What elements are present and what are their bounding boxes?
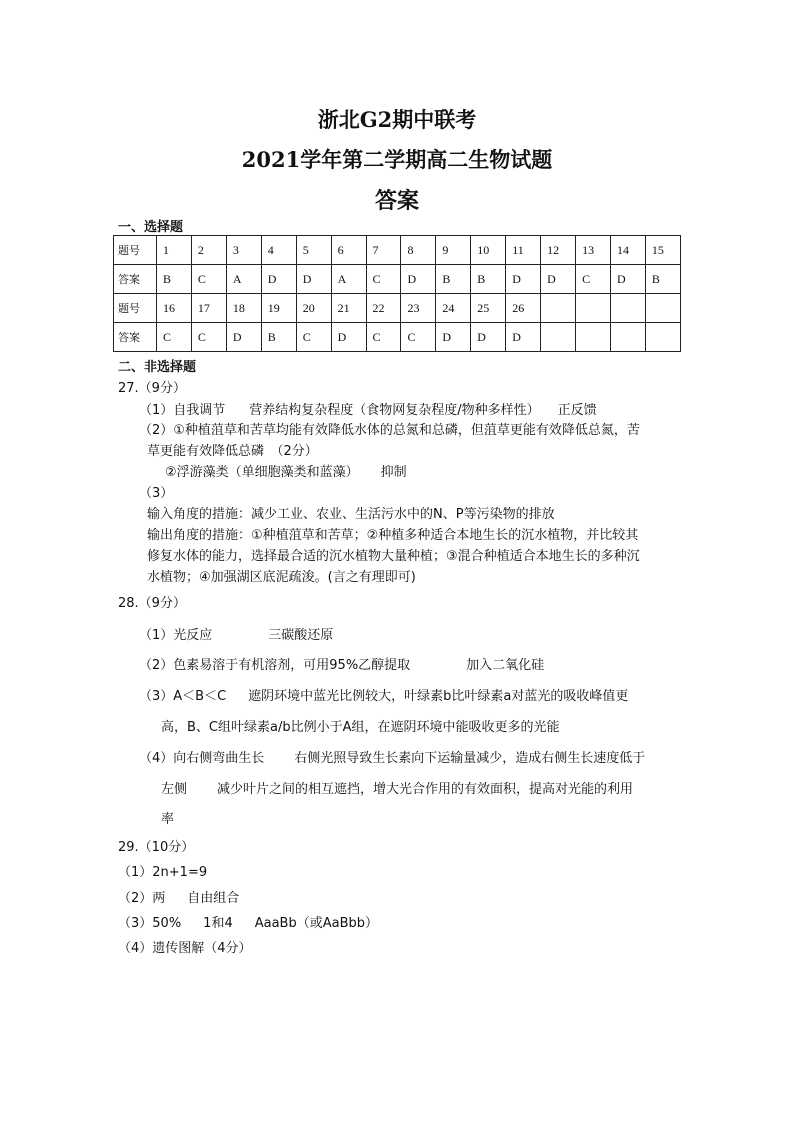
q27-answer-1b: 营养结构复杂程度（食物网复杂程度/物种多样性） — [249, 403, 540, 418]
q27-answer-2: （2）①种植菹草和苦草均能有效降低水体的总氮和总磷，但菹草更能有效降低总氮，苦 — [139, 423, 640, 438]
q28-answer-3a: （3）A＜B＜C — [139, 689, 227, 704]
table-cell — [576, 323, 611, 352]
table-cell: 12 — [541, 236, 576, 265]
q29-heading: 29.（10分） — [118, 840, 195, 855]
table-cell: D — [610, 265, 645, 294]
table-cell — [610, 294, 645, 323]
table-cell: 16 — [157, 294, 192, 323]
table-cell: 14 — [610, 236, 645, 265]
table-cell: C — [296, 323, 331, 352]
answer-row — [114, 323, 681, 352]
q29-answer-3a: （3）50% — [118, 916, 182, 931]
q28-answer-4-end: 率 — [161, 812, 175, 827]
table-cell: 1 — [157, 236, 192, 265]
q28-answer-4d: 减少叶片之间的相互遮挡，增大光合作用的有效面积，提高对光能的利用 — [217, 782, 634, 797]
table-cell: D — [541, 265, 576, 294]
q28-answer-3 — [139, 685, 628, 704]
table-cell: B — [157, 265, 192, 294]
table-cell: D — [401, 265, 436, 294]
exam-header-line2: 2021学年第二学期高二生物试题 — [241, 147, 553, 172]
q27-answer-3b: 输出角度的措施：①种植菹草和苦草；②种植多种适合本地生长的沉水植物，并比较其 — [147, 528, 639, 543]
table-cell: 17 — [191, 294, 226, 323]
q28-answer-4b: 右侧光照导致生长素向下运输量减少，造成右侧生长速度低于 — [294, 751, 646, 766]
table-cell: 22 — [366, 294, 401, 323]
table-cell: B — [645, 265, 680, 294]
q28-answer-3b: 遮阴环境中蓝光比例较大，叶绿素b比叶绿素a对蓝光的吸收峰值更 — [248, 689, 629, 704]
q29-answer-2b: 自由组合 — [187, 891, 240, 906]
q28-answer-1 — [139, 624, 333, 643]
exam-header-line1: 浙北G2期中联考 — [317, 107, 477, 132]
q28-answer-4 — [139, 747, 645, 766]
q28-answer-2 — [139, 654, 544, 673]
section-1-title: 一、选择题 — [118, 220, 184, 235]
table-cell: 7 — [366, 236, 401, 265]
q29-answer-2 — [118, 887, 239, 906]
table-cell: 19 — [261, 294, 296, 323]
q28-answer-1a: （1）光反应 — [139, 628, 213, 643]
table-cell — [645, 294, 680, 323]
table-cell: 25 — [471, 294, 506, 323]
q29-answer-4: （4）遗传图解（4分） — [118, 941, 252, 956]
table-cell: C — [576, 265, 611, 294]
table-cell: 8 — [401, 236, 436, 265]
q27-answer-2-part2 — [165, 461, 407, 480]
q28-answer-2b: 加入二氧化硅 — [466, 658, 545, 673]
row-label: 题号 — [114, 236, 157, 265]
table-cell: 20 — [296, 294, 331, 323]
table-cell: D — [506, 265, 541, 294]
table-cell: C — [191, 323, 226, 352]
table-cell: D — [506, 323, 541, 352]
table-cell: 11 — [506, 236, 541, 265]
table-cell — [610, 323, 645, 352]
table-cell — [541, 294, 576, 323]
table-cell: 13 — [576, 236, 611, 265]
table-cell: D — [261, 265, 296, 294]
section-2-title: 二、非选择题 — [118, 360, 197, 375]
table-cell: 26 — [506, 294, 541, 323]
table-cell: 5 — [296, 236, 331, 265]
table-cell: 23 — [401, 294, 436, 323]
table-cell: D — [331, 323, 366, 352]
table-cell: C — [366, 265, 401, 294]
table-cell: 10 — [471, 236, 506, 265]
answer-table — [113, 235, 681, 352]
table-cell: 4 — [261, 236, 296, 265]
q28-answer-1b: 三碳酸还原 — [268, 628, 334, 643]
q27-answer-1c: 正反馈 — [557, 403, 597, 418]
q28-answer-4c: 左侧 — [161, 782, 188, 797]
row-label: 题号 — [114, 294, 157, 323]
q29-answer-3c: AaaBb（或AaBbb） — [254, 916, 378, 931]
table-cell: C — [191, 265, 226, 294]
answer-row — [114, 265, 681, 294]
table-cell: C — [157, 323, 192, 352]
table-cell: D — [436, 323, 471, 352]
table-cell: 18 — [226, 294, 261, 323]
table-cell: 24 — [436, 294, 471, 323]
q29-answer-2a: （2）两 — [118, 891, 166, 906]
q27-answer-1a: （1）自我调节 — [139, 403, 226, 418]
table-cell — [576, 294, 611, 323]
table-cell: D — [296, 265, 331, 294]
q27-answer-1 — [139, 399, 597, 418]
q28-answer-4a: （4）向右侧弯曲生长 — [139, 751, 265, 766]
q28-answer-4-cont — [161, 778, 633, 797]
q27-answer-2-cont: 草更能有效降低总磷 （2分） — [147, 444, 318, 459]
table-cell: B — [261, 323, 296, 352]
question-number-row — [114, 236, 681, 265]
row-label: 答案 — [114, 265, 157, 294]
table-cell: B — [436, 265, 471, 294]
table-cell: D — [471, 323, 506, 352]
q27-heading: 27.（9分） — [118, 381, 186, 396]
table-cell — [645, 323, 680, 352]
q28-heading: 28.（9分） — [118, 596, 186, 611]
q27-answer-3: （3） — [139, 486, 174, 501]
table-cell: 15 — [645, 236, 680, 265]
table-cell: 21 — [331, 294, 366, 323]
q27-answer-3c: 修复水体的能力，选择最合适的沉水植物大量种植；③混合种植适合本地生长的多种沉 — [147, 549, 640, 564]
question-number-row — [114, 294, 681, 323]
table-cell: A — [331, 265, 366, 294]
q27-answer-2d: 抑制 — [380, 465, 407, 480]
q29-answer-3 — [118, 912, 378, 931]
table-cell: 3 — [226, 236, 261, 265]
q27-answer-3d: 水植物；④加强湖区底泥疏浚。(言之有理即可) — [147, 570, 416, 585]
q28-answer-3-cont: 高，B、C组叶绿素a/b比例小于A组，在遮阴环境中能吸收更多的光能 — [161, 720, 560, 735]
table-cell: 9 — [436, 236, 471, 265]
table-cell: C — [366, 323, 401, 352]
table-cell: A — [226, 265, 261, 294]
table-cell: B — [471, 265, 506, 294]
table-cell — [541, 323, 576, 352]
q27-answer-2c: ②浮游藻类（单细胞藻类和蓝藻） — [165, 465, 359, 480]
q29-answer-1: （1）2n+1=9 — [118, 865, 208, 880]
table-cell: D — [226, 323, 261, 352]
q29-answer-3b: 1和4 — [203, 916, 233, 931]
table-cell: 6 — [331, 236, 366, 265]
q28-answer-2a: （2）色素易溶于有机溶剂，可用95%乙醇提取 — [139, 658, 411, 673]
exam-header-line3: 答案 — [374, 188, 419, 214]
table-cell: C — [401, 323, 436, 352]
table-cell: 2 — [191, 236, 226, 265]
q27-answer-3a: 输入角度的措施：减少工业、农业、生活污水中的N、P等污染物的排放 — [147, 507, 555, 522]
row-label: 答案 — [114, 323, 157, 352]
